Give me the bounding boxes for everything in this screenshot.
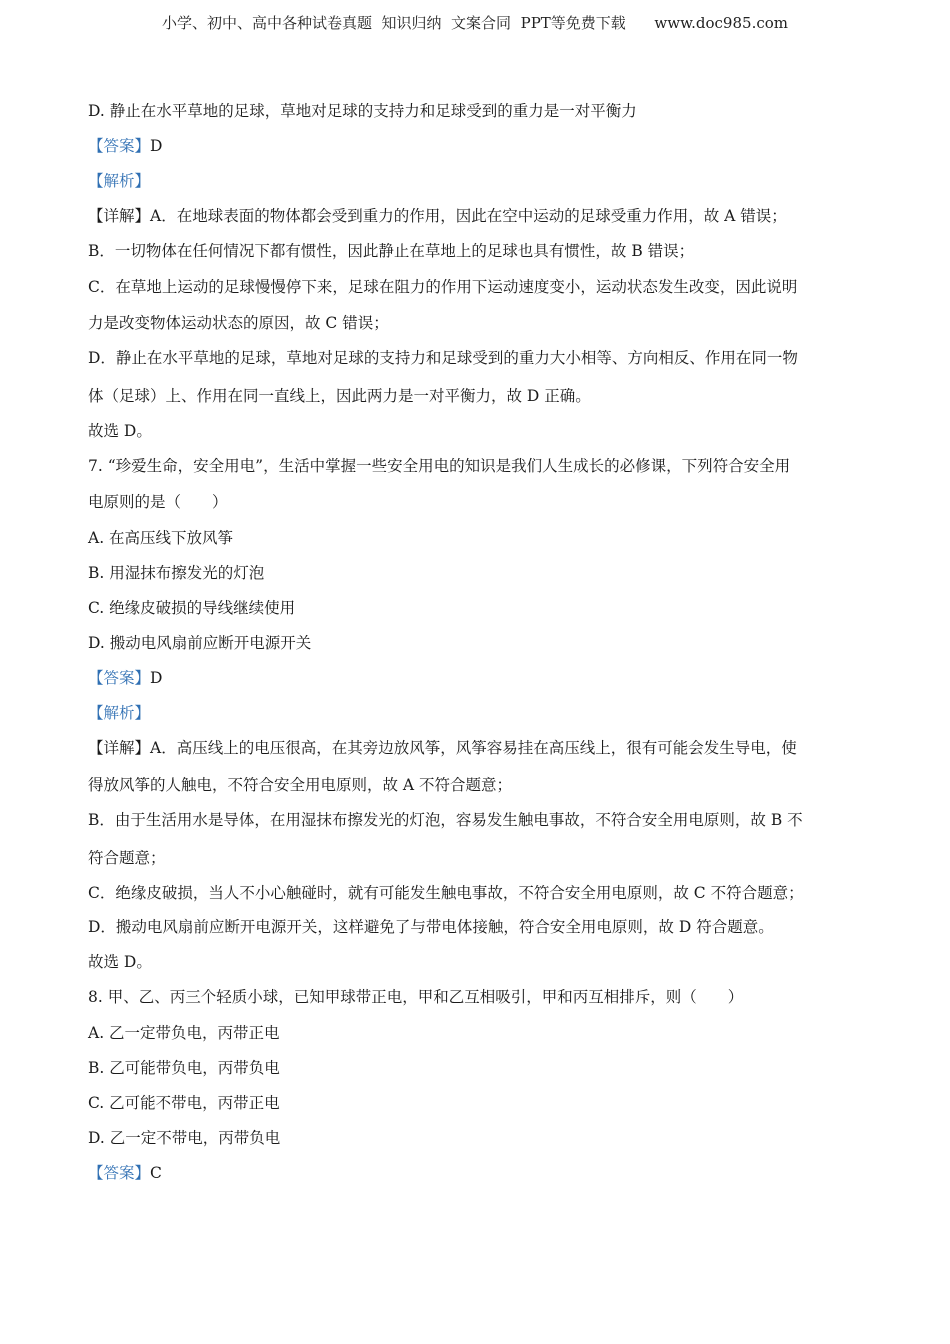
line-text: 故选 D。 [88, 422, 152, 440]
line-text: D. 静止在水平草地的足球，草地对足球的支持力和足球受到的重力是一对平衡力 [88, 102, 637, 120]
line-text: 8. 甲、乙、丙三个轻质小球，已知甲球带正电，甲和乙互相吸引，甲和丙互相排斥，则（ ） [88, 988, 744, 1006]
text-line [88, 313, 389, 333]
line-text: A．高压线上的电压很高，在其旁边放风筝，风筝容易挂在高压线上，很有可能会发生导电，使 [150, 739, 797, 757]
line-text: B．一切物体在任何情况下都有惯性，因此静止在草地上的足球也具有惯性，故 B 错误； [88, 242, 695, 260]
line-text: A．在地球表面的物体都会受到重力的作用，因此在空中运动的足球受重力作用，故 A 错误； [150, 207, 787, 225]
line-text: A. 乙一定带负电，丙带正电 [88, 1024, 280, 1042]
text-line [88, 421, 152, 441]
line-text: 力是改变物体运动状态的原因，故 C 错误； [88, 314, 389, 332]
detail-tag: 【详解】 [88, 739, 151, 757]
line-text: C. 绝缘皮破损的导线继续使用 [88, 599, 296, 617]
line-text: B．由于生活用水是导体，在用湿抹布擦发光的灯泡，容易发生触电事故，不符合安全用电原则，故 B 不 [88, 811, 803, 829]
line-text: 故选 D。 [88, 953, 152, 971]
text-line [88, 1128, 280, 1148]
text-line [88, 206, 787, 226]
text-line [88, 101, 637, 121]
line-text: C．绝缘皮破损，当人不小心触碰时，就有可能发生触电事故，不符合安全用电原则，故 C 不符合题意； [88, 884, 804, 902]
text-line [88, 848, 166, 868]
text-line [88, 277, 797, 297]
line-text: B. 乙可能带负电，丙带负电 [88, 1059, 280, 1077]
line-text: 符合题意； [88, 849, 166, 867]
line-text: D. 搬动电风扇前应断开电源开关 [88, 634, 312, 652]
line-text: B. 用湿抹布擦发光的灯泡 [88, 564, 265, 582]
text-line [88, 1163, 162, 1183]
text-line [88, 492, 228, 512]
text-line [88, 348, 798, 368]
text-line [88, 883, 804, 903]
text-line [88, 810, 803, 830]
line-text: D．搬动电风扇前应断开电源开关，这样避免了与带电体接触，符合安全用电原则，故 D 符合题意。 [88, 918, 774, 936]
section-tag: 【答案】 [88, 1164, 151, 1182]
line-text: D [150, 137, 163, 155]
line-text: 电原则的是（ ） [88, 493, 228, 511]
detail-tag: 【详解】 [88, 207, 151, 225]
text-line [88, 917, 774, 937]
line-text: 得放风筝的人触电，不符合安全用电原则，故 A 不符合题意； [88, 776, 513, 794]
text-line [88, 456, 790, 476]
text-line [88, 738, 797, 758]
text-line [88, 1058, 280, 1078]
text-line [88, 633, 311, 653]
text-line [88, 528, 233, 548]
section-tag: 【答案】 [88, 669, 151, 687]
text-line [88, 775, 512, 795]
section-tag: 【解析】 [88, 704, 151, 722]
line-text: D．静止在水平草地的足球，草地对足球的支持力和足球受到的重力大小相等、方向相反、作用在同一物 [88, 349, 798, 367]
text-line [88, 987, 743, 1007]
text-line [88, 136, 162, 156]
line-text: C．在草地上运动的足球慢慢停下来，足球在阻力的作用下运动速度变小，运动状态发生改变，因此说明 [88, 278, 798, 296]
line-text: D [150, 669, 163, 687]
text-line [88, 386, 591, 406]
line-text: 体（足球）上、作用在同一直线上，因此两力是一对平衡力，故 D 正确。 [88, 387, 591, 405]
line-text: C [150, 1164, 162, 1182]
text-line [88, 668, 162, 688]
text-line [88, 703, 150, 723]
text-line [88, 1093, 280, 1113]
section-tag: 【解析】 [88, 172, 151, 190]
text-line [88, 598, 295, 618]
line-text: C. 乙可能不带电，丙带正电 [88, 1094, 280, 1112]
page-header-banner: 小学、初中、高中各种试卷真题 知识归纳 文案合同 PPT等免费下载 www.doc985.com [161, 14, 788, 32]
section-tag: 【答案】 [88, 137, 151, 155]
text-line [88, 952, 152, 972]
text-line [88, 241, 694, 261]
line-text: 7. “珍爱生命，安全用电”，生活中掌握一些安全用电的知识是我们人生成长的必修课，下列符合安全用 [88, 457, 791, 475]
text-line [88, 563, 264, 583]
line-text: A. 在高压线下放风筝 [88, 529, 234, 547]
text-line [88, 171, 150, 191]
line-text: D. 乙一定不带电，丙带负电 [88, 1129, 281, 1147]
text-line [88, 1023, 280, 1043]
